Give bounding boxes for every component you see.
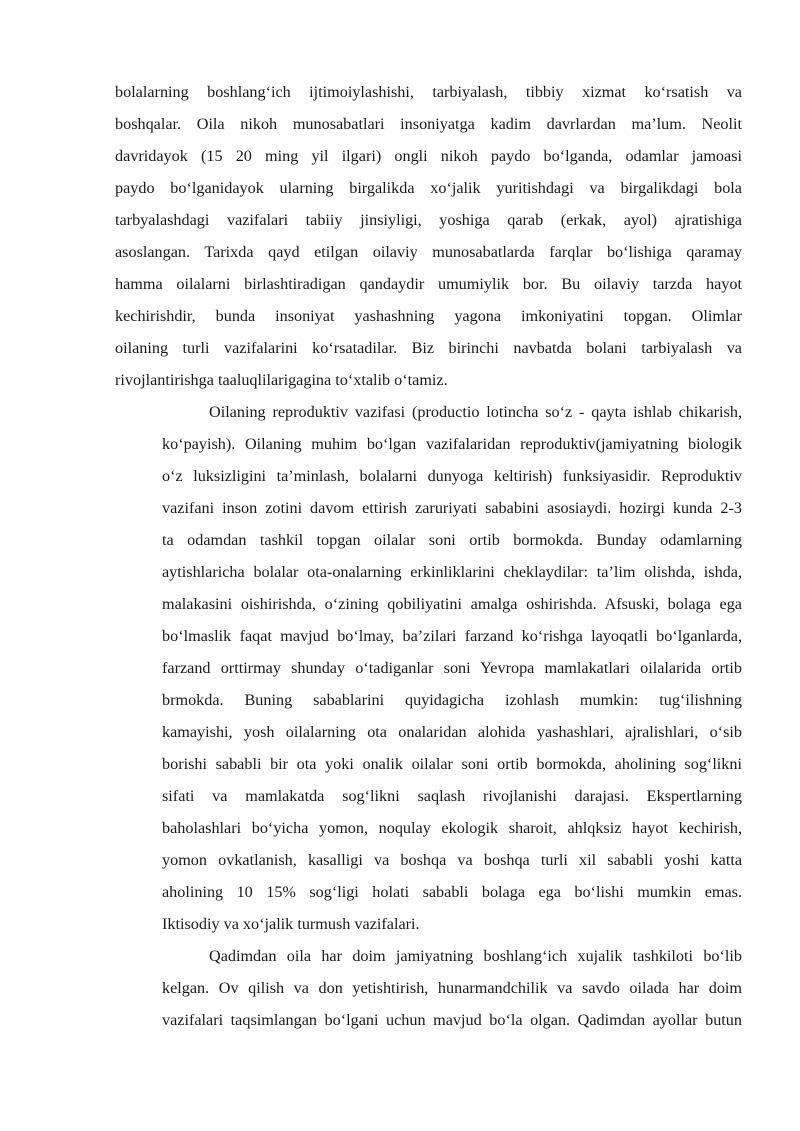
text-line: ta odamdan tashkil topgan oilalar soni ortib bormokda. Bunday odamlarning	[162, 531, 742, 549]
text-line: kelgan. Ov qilish va don yetishtirish, hunarmandchilik va savdo oilada har doim	[162, 979, 742, 997]
text-line: Qadimdan oila har doim jamiyatning boshlang‘ich xujalik tashkiloti bo‘lib	[209, 947, 742, 965]
text-line: Iktisodiy va xo‘jalik turmush vazifalari.	[162, 915, 420, 933]
text-line: baholashlari bo‘yicha yomon, noqulay ekologik sharoit, ahlqksiz hayot kechirish,	[162, 819, 742, 837]
text-line: vazifani inson zotini davom ettirish zaruriyati sababini asosiaydi. hozirgi kunda 2-3	[162, 499, 742, 517]
text-line: Oilaning reproduktiv vazifasi (productio lotincha so‘z - qayta ishlab chikarish,	[209, 403, 742, 421]
text-line: kamayishi, yosh oilalarning ota onalaridan alohida yashashlari, ajralishlari, o‘sib	[162, 723, 742, 741]
text-line: asoslangan. Tarixda qayd etilgan oilaviy munosabatlarda farqlar bo‘lishiga qaramay	[115, 243, 742, 261]
text-line: sifati va mamlakatda sog‘likni saqlash rivojlanishi darajasi. Ekspertlarning	[162, 787, 742, 805]
text-line: farzand orttirmay shunday o‘tadiganlar soni Yevropa mamlakatlari oilalarida ortib	[162, 659, 742, 677]
text-line: borishi sababli bir ota yoki onalik oilalar soni ortib bormokda, aholining sog‘likni	[162, 755, 742, 773]
paragraph-3	[115, 940, 742, 1036]
text-line: kechirishdir, bunda insoniyat yashashning yagona imkoniyatini topgan. Olimlar	[115, 307, 742, 325]
text-line: bo‘lmaslik faqat mavjud bo‘lmay, ba’zilari farzand ko‘rishga layoqatli bo‘lganlarda,	[162, 627, 742, 645]
text-line: o‘z luksizligini ta’minlash, bolalarni dunyoga keltirish) funksiyasidir. Reproduktiv	[162, 467, 742, 485]
document-page	[115, 76, 742, 1036]
text-line: brmokda. Buning sabablarini quyidagicha izohlash mumkin: tug‘ilishning	[162, 691, 742, 709]
paragraph-1	[115, 76, 742, 396]
text-line: yomon ovkatlanish, kasalligi va boshqa va boshqa turli xil sababli yoshi katta	[162, 851, 742, 869]
text-line: aytishlaricha bolalar ota-onalarning erkinliklarini cheklaydilar: ta’lim olishda, ishda,	[162, 563, 742, 581]
text-line: davridayok (15 20 ming yil ilgari) ongli nikoh paydo bo‘lganda, odamlar jamoasi	[115, 147, 742, 165]
text-line: rivojlantirishga taaluqlilarigagina to‘xtalib o‘tamiz.	[115, 371, 448, 389]
text-line: paydo bo‘lganidayok ularning birgalikda xo‘jalik yuritishdagi va birgalikdagi bola	[115, 179, 742, 197]
text-line: vazifalari taqsimlangan bo‘lgani uchun mavjud bo‘la olgan. Qadimdan ayollar butun	[162, 1011, 742, 1029]
paragraph-2	[115, 396, 742, 940]
text-line: bolalarning boshlang‘ich ijtimoiylashishi, tarbiyalash, tibbiy xizmat ko‘rsatish va	[115, 83, 742, 101]
text-line: boshqalar. Oila nikoh munosabatlari insoniyatga kadim davrlardan ma’lum. Neolit	[115, 115, 742, 133]
text-line: ko‘payish). Oilaning muhim bo‘lgan vazifalaridan reproduktiv(jamiyatning biologik	[162, 435, 742, 453]
text-line: malakasini oishirishda, o‘zining qobiliyatini amalga oshirishda. Afsuski, bolaga ega	[162, 595, 742, 613]
text-line: hamma oilalarni birlashtiradigan qandaydir umumiylik bor. Bu oilaviy tarzda hayot	[115, 275, 742, 293]
text-line: tarbyalashdagi vazifalari tabiiy jinsiyligi, yoshiga qarab (erkak, ayol) ajratishiga	[115, 211, 742, 229]
text-line: aholining 10 15% sog‘ligi holati sababli bolaga ega bo‘lishi mumkin emas.	[162, 883, 742, 901]
text-line: oilaning turli vazifalarini ko‘rsatadilar. Biz birinchi navbatda bolani tarbiyalash va	[115, 339, 742, 357]
